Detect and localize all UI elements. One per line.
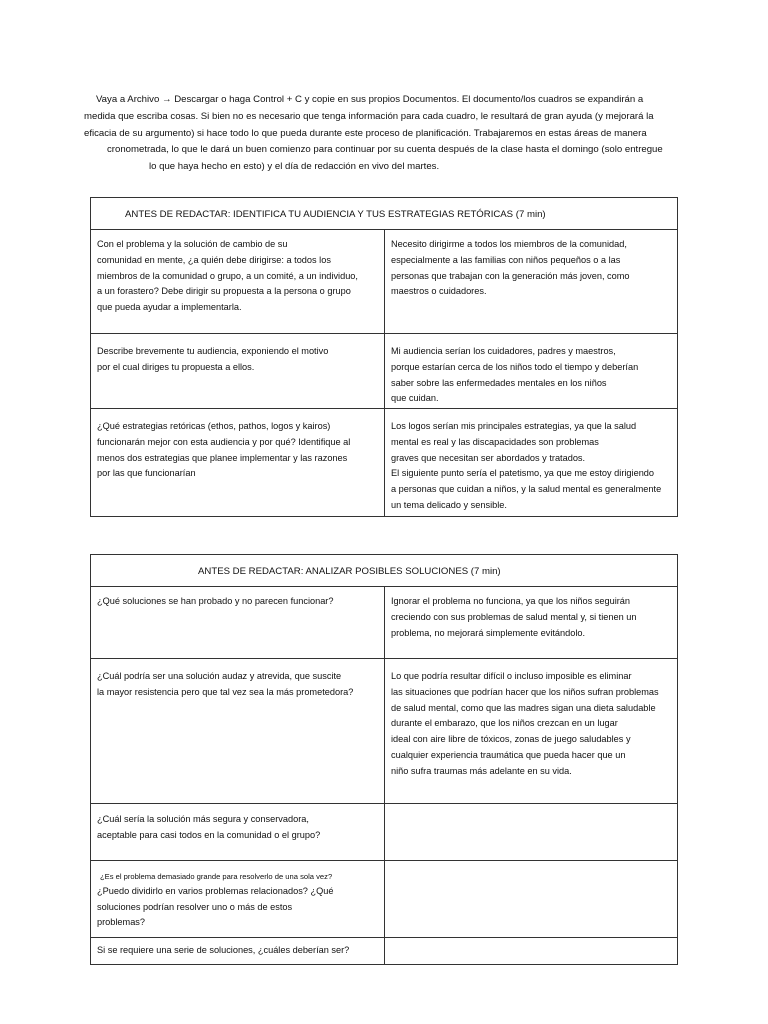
answer-line: que cuidan. (391, 393, 439, 404)
question-line: la mayor resistencia pero que tal vez sea la más prometedora? (97, 686, 354, 697)
answer-cell[interactable] (385, 938, 677, 964)
table-row (91, 861, 677, 938)
question-line: que pueda ayudar a implementarla. (97, 302, 242, 313)
answer-line: porque estarían cerca de los niños todo el tiempo y deberían (391, 361, 639, 372)
question-line: funcionarán mejor con esta audiencia y por qué? Identifique al (97, 436, 351, 447)
question-line: ¿Qué soluciones se han probado y no parecen funcionar? (97, 596, 334, 606)
intro-line: medida que escriba cosas. Si bien no es necesario que tenga información para cada cuadro, le resultará de gran ayuda (y mejorará la (84, 110, 654, 122)
table-row (91, 230, 677, 334)
answer-line: durante el embarazo, que los niños crezcan en un lugar (391, 718, 618, 729)
answer-cell[interactable] (385, 230, 677, 333)
question-line: a un forastero? Debe dirigir su propuesta a la persona o grupo (97, 286, 351, 297)
question-cell (91, 938, 385, 964)
question-line: menos dos estrategias que planee implementar y las razones (97, 452, 348, 463)
question-line: aceptable para casi todos en la comunidad o el grupo? (97, 829, 321, 840)
answer-line: un tema delicado y sensible. (391, 499, 507, 510)
question-cell (91, 804, 385, 860)
answer-line: problema, no mejorará simplemente evitándolo. (391, 627, 586, 638)
question-line: ¿Puedo dividirlo en varios problemas relacionados? ¿Qué (97, 886, 334, 897)
answer-line: creciendo con sus problemas de salud mental y, si tienen un (391, 611, 637, 622)
table-row (91, 587, 677, 659)
answer-line: las situaciones que podrían hacer que los niños sufran problemas (391, 686, 659, 697)
intro-line: Vaya a Archivo → Descargar o haga Control + C y copie en sus propios Documentos. El documento/los cuadros se expandirán a (96, 94, 644, 105)
table-row (91, 334, 677, 409)
question-line: ¿Es el problema demasiado grande para resolverlo de una sola vez? (100, 872, 333, 881)
answer-line: a personas que cuidan a niños, y la salud mental es generalmente (391, 484, 662, 495)
table-title: ANTES DE REDACTAR: ANALIZAR POSIBLES SOLUCIONES (7 min) (91, 555, 677, 587)
question-line: comunidad en mente, ¿a quién debe dirigirse: a todos los (97, 254, 331, 265)
answer-line: Ignorar el problema no funciona, ya que los niños seguirán (391, 596, 631, 606)
question-line: por las que funcionarían (97, 468, 196, 479)
possible-solutions-table (90, 554, 678, 965)
question-line: Describe brevemente tu audiencia, exponiendo el motivo (97, 346, 329, 356)
answer-cell[interactable] (385, 587, 677, 658)
answer-cell[interactable] (385, 334, 677, 408)
answer-line: saber sobre las enfermedades mentales en los niños (391, 377, 607, 388)
question-line: miembros de la comunidad o grupo, a un comité, a un individuo, (97, 270, 358, 281)
question-cell (91, 230, 385, 333)
intro-line: eficacia de su argumento) si hace todo lo que pueda durante este proceso de planificación. Trabajaremos en estas áreas de manera (84, 127, 647, 139)
answer-cell[interactable] (385, 804, 677, 860)
question-line: ¿Qué estrategias retóricas (ethos, pathos, logos y kairos) (97, 421, 331, 431)
answer-line: mental es real y las discapacidades son problemas (391, 436, 599, 447)
question-line: ¿Cuál sería la solución más segura y conservadora, (97, 814, 309, 824)
table-title: ANTES DE REDACTAR: IDENTIFICA TU AUDIENCIA Y TUS ESTRATEGIAS RETÓRICAS (7 min) (91, 198, 677, 230)
question-line: por el cual diriges tu propuesta a ellos. (97, 361, 255, 372)
table-row (91, 409, 677, 516)
table-row (91, 659, 677, 804)
question-line: ¿Cuál podría ser una solución audaz y atrevida, que suscite (97, 671, 342, 681)
answer-line: El siguiente punto sería el patetismo, ya que me estoy dirigiendo (391, 468, 655, 479)
question-cell (91, 659, 385, 803)
answer-cell[interactable] (385, 659, 677, 803)
answer-line: niño sufra traumas más adelante en su vida. (391, 765, 572, 776)
answer-cell[interactable] (385, 409, 677, 516)
answer-cell[interactable] (385, 861, 677, 937)
question-cell (91, 409, 385, 516)
question-line: Con el problema y la solución de cambio de su (97, 239, 288, 249)
question-line: problemas? (97, 917, 146, 928)
answer-line: ideal con aire libre de tóxicos, zonas de juego saludables y (391, 734, 631, 745)
intro-line: cronometrada, lo que le dará un buen comienzo para continuar por su cuenta después de la clase hasta el domingo (solo entregue (107, 144, 663, 156)
table-row (91, 938, 677, 964)
question-line: Si se requiere una serie de soluciones, ¿cuáles deberían ser? (97, 945, 350, 955)
answer-line: de salud mental, como que las madres sigan una dieta saludable (391, 702, 656, 713)
answer-line: especialmente a las familias con niños pequeños o a las (391, 254, 621, 265)
question-line: soluciones podrían resolver uno o más de estos (97, 901, 293, 912)
intro-paragraph (84, 92, 684, 176)
answer-line: maestros o cuidadores. (391, 286, 487, 297)
answer-line: Lo que podría resultar difícil o incluso imposible es eliminar (391, 671, 632, 681)
audience-strategies-table (90, 197, 678, 517)
intro-line: lo que haya hecho en esto) y el día de redacción en vivo del martes. (149, 161, 440, 173)
answer-line: cualquier experiencia traumática que pueda hacer que un (391, 749, 626, 760)
answer-line: graves que necesitan ser abordados y tratados. (391, 452, 586, 463)
answer-line: Necesito dirigirme a todos los miembros de la comunidad, (391, 239, 627, 249)
answer-line: Mi audiencia serían los cuidadores, padres y maestros, (391, 346, 616, 356)
question-cell (91, 334, 385, 408)
question-cell (91, 861, 385, 937)
answer-line: Los logos serían mis principales estrategias, ya que la salud (391, 421, 637, 431)
table-row (91, 804, 677, 861)
question-cell (91, 587, 385, 658)
answer-line: personas que trabajan con la generación más joven, como (391, 270, 630, 281)
